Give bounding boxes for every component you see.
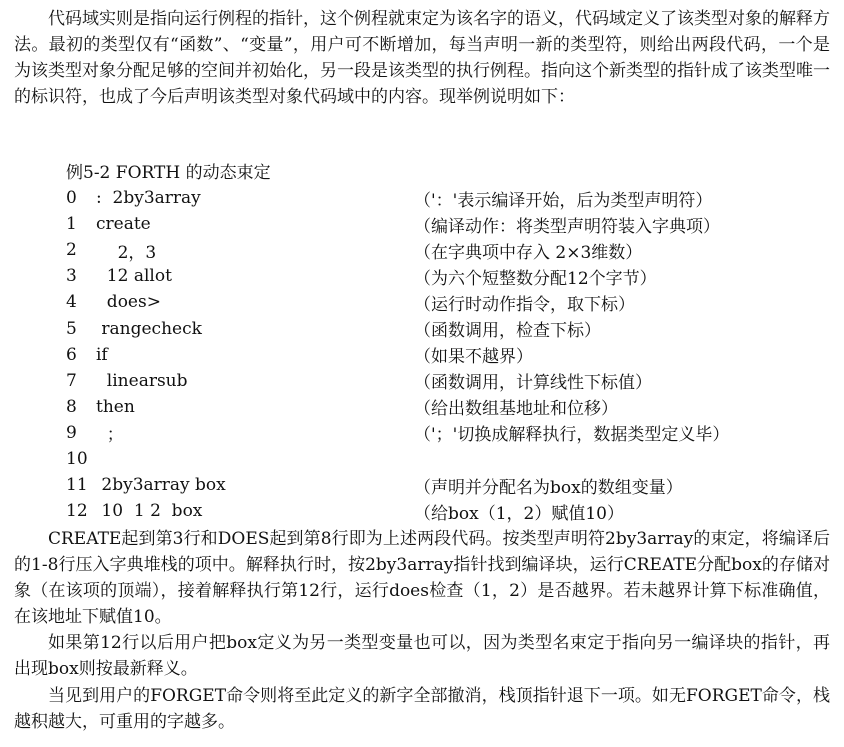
code-comment: （函数调用，计算线性下标值）	[414, 373, 652, 394]
code-comment: （运行时动作指令，取下标）	[414, 294, 635, 315]
line-number: 12	[66, 501, 88, 522]
line-number: 8	[66, 396, 77, 417]
line-number: 0	[66, 188, 77, 209]
code-text: 2by3array box	[96, 475, 226, 496]
code-comment: （函数调用，检查下标）	[414, 321, 601, 342]
code-text: does>	[96, 292, 161, 313]
code-text	[96, 446, 414, 472]
code-text: 2，3	[96, 242, 157, 263]
code-comment: （如果不越界）	[414, 347, 533, 368]
code-line	[66, 237, 729, 263]
line-number: 2	[66, 240, 77, 261]
code-text: 10 1 2 box	[96, 501, 203, 522]
code-line	[66, 420, 729, 446]
code-line	[66, 263, 729, 289]
line-number: 9	[66, 422, 77, 443]
code-comment: （在字典项中存入 2×3维数）	[414, 242, 643, 263]
code-text: create	[96, 214, 151, 235]
code-text: linearsub	[96, 370, 188, 391]
code-text: then	[96, 396, 135, 417]
code-line	[66, 498, 729, 524]
code-comment: （'：'表示编译开始，后为类型声明符）	[414, 190, 713, 211]
code-line	[66, 289, 729, 315]
code-comment: （给出数组基地址和位移）	[414, 399, 618, 420]
line-number: 7	[66, 370, 77, 391]
code-text: if	[96, 344, 108, 365]
code-comment: （'；'切换成解释执行，数据类型定义毕）	[414, 425, 730, 446]
code-listing	[66, 185, 729, 524]
paragraph-explanation: CREATE起到第3行和DOES起到第8行即为上述两段代码。按类型声明符2by3array的束定，将编译后的1-8行压入字典堆栈的项中。解释执行时，按2by3array指针找到编译块，运行CREATE分配box的存储对象（在该项的顶端），接着解释执行第12行，运行does检查（1，2）是否越界。若未越界计算下标准确值，在该地址下赋值10。	[14, 529, 830, 627]
code-line	[66, 394, 729, 420]
code-line	[66, 315, 729, 341]
code-comment: （编译动作：将类型声明符装入字典项）	[414, 216, 720, 237]
line-number: 11	[66, 475, 88, 496]
code-line	[66, 368, 729, 394]
line-number: 5	[66, 318, 77, 339]
code-comment: （声明并分配名为box的数组变量）	[414, 477, 683, 498]
code-comment: （给box（1，2）赋值10）	[414, 503, 624, 524]
paragraph-forget: 当见到用户的FORGET命令则将至此定义的新字全部撤消，栈顶指针退下一项。如无FORGET命令，栈越积越大，可重用的字越多。	[14, 686, 830, 732]
code-line	[66, 185, 729, 211]
code-text: ；	[96, 425, 124, 446]
line-number: 4	[66, 292, 77, 313]
line-number: 3	[66, 266, 77, 287]
code-text: 12 allot	[96, 266, 172, 287]
code-line	[66, 211, 729, 237]
line-number: 6	[66, 344, 77, 365]
code-text: rangecheck	[96, 318, 202, 339]
code-text: : 2by3array	[96, 188, 201, 209]
code-line	[66, 472, 729, 498]
intro-paragraph: 代码域实则是指向运行例程的指针，这个例程就束定为该名字的语义，代码域定义了该类型对象的解释方法。最初的类型仅有“函数”、“变量”，用户可不断增加，每当声明一新的类型符，则给出两段代码，一个是为该类型对象分配足够的空间并初始化，另一段是该类型的执行例程。指向这个新类型的指针成了该类型唯一的标识符，也成了今后声明该类型对象代码域中的内容。现举例说明如下：	[14, 9, 830, 107]
line-number: 1	[66, 214, 77, 235]
example-title: 例5-2 FORTH 的动态束定	[66, 163, 271, 183]
paragraph-redefinition: 如果第12行以后用户把box定义为另一类型变量也可以，因为类型名束定于指向另一编译块的指针，再出现box则按最新释义。	[14, 633, 830, 679]
line-number: 10	[66, 448, 88, 469]
code-comment	[414, 446, 729, 472]
code-line	[66, 446, 729, 472]
code-comment: （为六个短整数分配12个字节）	[414, 268, 657, 289]
code-line	[66, 342, 729, 368]
